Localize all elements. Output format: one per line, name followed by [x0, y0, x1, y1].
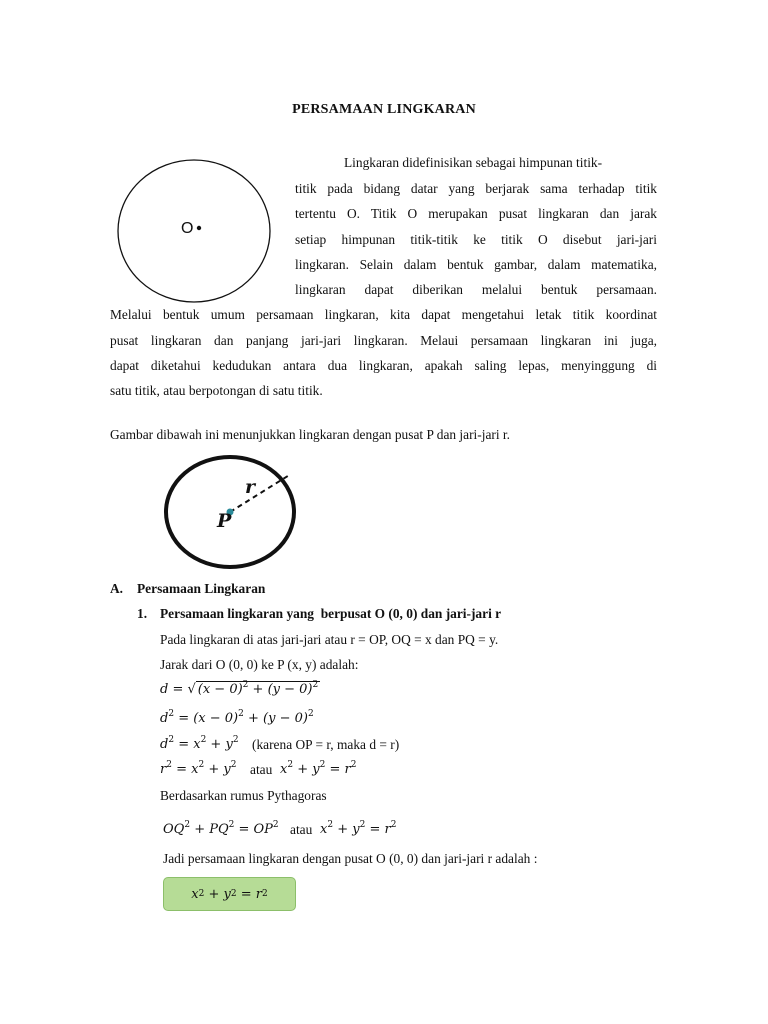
equation-atau-1: atau — [250, 762, 273, 777]
section-marker: A. — [110, 581, 124, 596]
final-equation-box: x 2 + y 2 = r 2 — [163, 877, 296, 911]
intro-line-7: Melalui bentuk umum persamaan lingkaran, kita dapat mengetahui letak titik koordinat — [110, 307, 657, 322]
equation-pythagoras: $OQ^2 + PQ^2 = OP^2$ — [163, 820, 279, 837]
equation-d-squared: $d^2 = (x - 0)^2 + (y - 0)^2$ — [160, 709, 314, 726]
intro-line-9: dapat diketahui kedudukan antara dua lingkaran, apakah saling lepas, menyinggung di — [110, 358, 657, 373]
figure-caption: Gambar dibawah ini menunjukkan lingkaran dengan pusat P dan jari-jari r. — [110, 427, 510, 442]
intro-line-6: lingkaran dapat diberikan melalui bentuk persamaan. — [295, 282, 657, 297]
pythagoras-text: Berdasarkan rumus Pythagoras — [160, 788, 327, 803]
equation-atau-2: atau — [290, 822, 313, 837]
equation-circle-result: $x^2 + y^2 = r^2$ — [320, 820, 397, 837]
intro-line-4: setiap himpunan titik-titik ke titik O disebut jari-jari — [295, 232, 657, 247]
center-o-dot — [197, 226, 201, 230]
circle-o-outline — [118, 160, 270, 302]
body-p1: Pada lingkaran di atas jari-jari atau r = OP, OQ = x dan PQ = y. — [160, 632, 499, 647]
intro-line-3: tertentu O. Titik O merupakan pusat lingkaran dan jarak — [295, 206, 657, 221]
equation-d-squared-xy: $d^2 = x^2 + y^2$ — [160, 735, 239, 752]
intro-line-10: satu titik, atau berpotongan di satu titik. — [110, 383, 323, 398]
conclusion-text: Jadi persamaan lingkaran dengan pusat O (0, 0) dan jari-jari r adalah : — [163, 851, 538, 866]
radius-r-label: r — [245, 476, 256, 498]
intro-line-1: Lingkaran didefinisikan sebagai himpunan titik- — [344, 155, 603, 170]
equation-note: (karena OP = r, maka d = r) — [252, 737, 400, 752]
intro-line-5: lingkaran. Selain dalam bentuk gambar, dalam matematika, — [295, 257, 657, 272]
equation-circle-alt: $x^2 + y^2 = r^2$ — [280, 760, 357, 777]
intro-line-8: pusat lingkaran dan panjang jari-jari lingkaran. Melaui persamaan lingkaran ini juga, — [110, 333, 657, 348]
intro-line-2: titik pada bidang datar yang berjarak sama terhadap titik — [295, 181, 657, 196]
body-p2: Jarak dari O (0, 0) ke P (x, y) adalah: — [160, 657, 359, 672]
section-title: Persamaan Lingkaran — [137, 581, 266, 596]
subsection-marker: 1. — [137, 606, 148, 621]
center-o-label: O — [181, 220, 194, 237]
equation-r-squared: $r^2 = x^2 + y^2$ — [160, 760, 237, 777]
equation-distance: d = √ $(x - 0)^2 + (y - 0)^2$ — [160, 680, 319, 697]
subsection-title: Persamaan lingkaran yang berpusat O (0, 0) dan jari-jari r — [160, 606, 502, 621]
center-p-label: P — [217, 510, 232, 532]
page-title: PERSAMAAN LINGKARAN — [292, 102, 476, 117]
circle-o-figure — [115, 158, 275, 306]
